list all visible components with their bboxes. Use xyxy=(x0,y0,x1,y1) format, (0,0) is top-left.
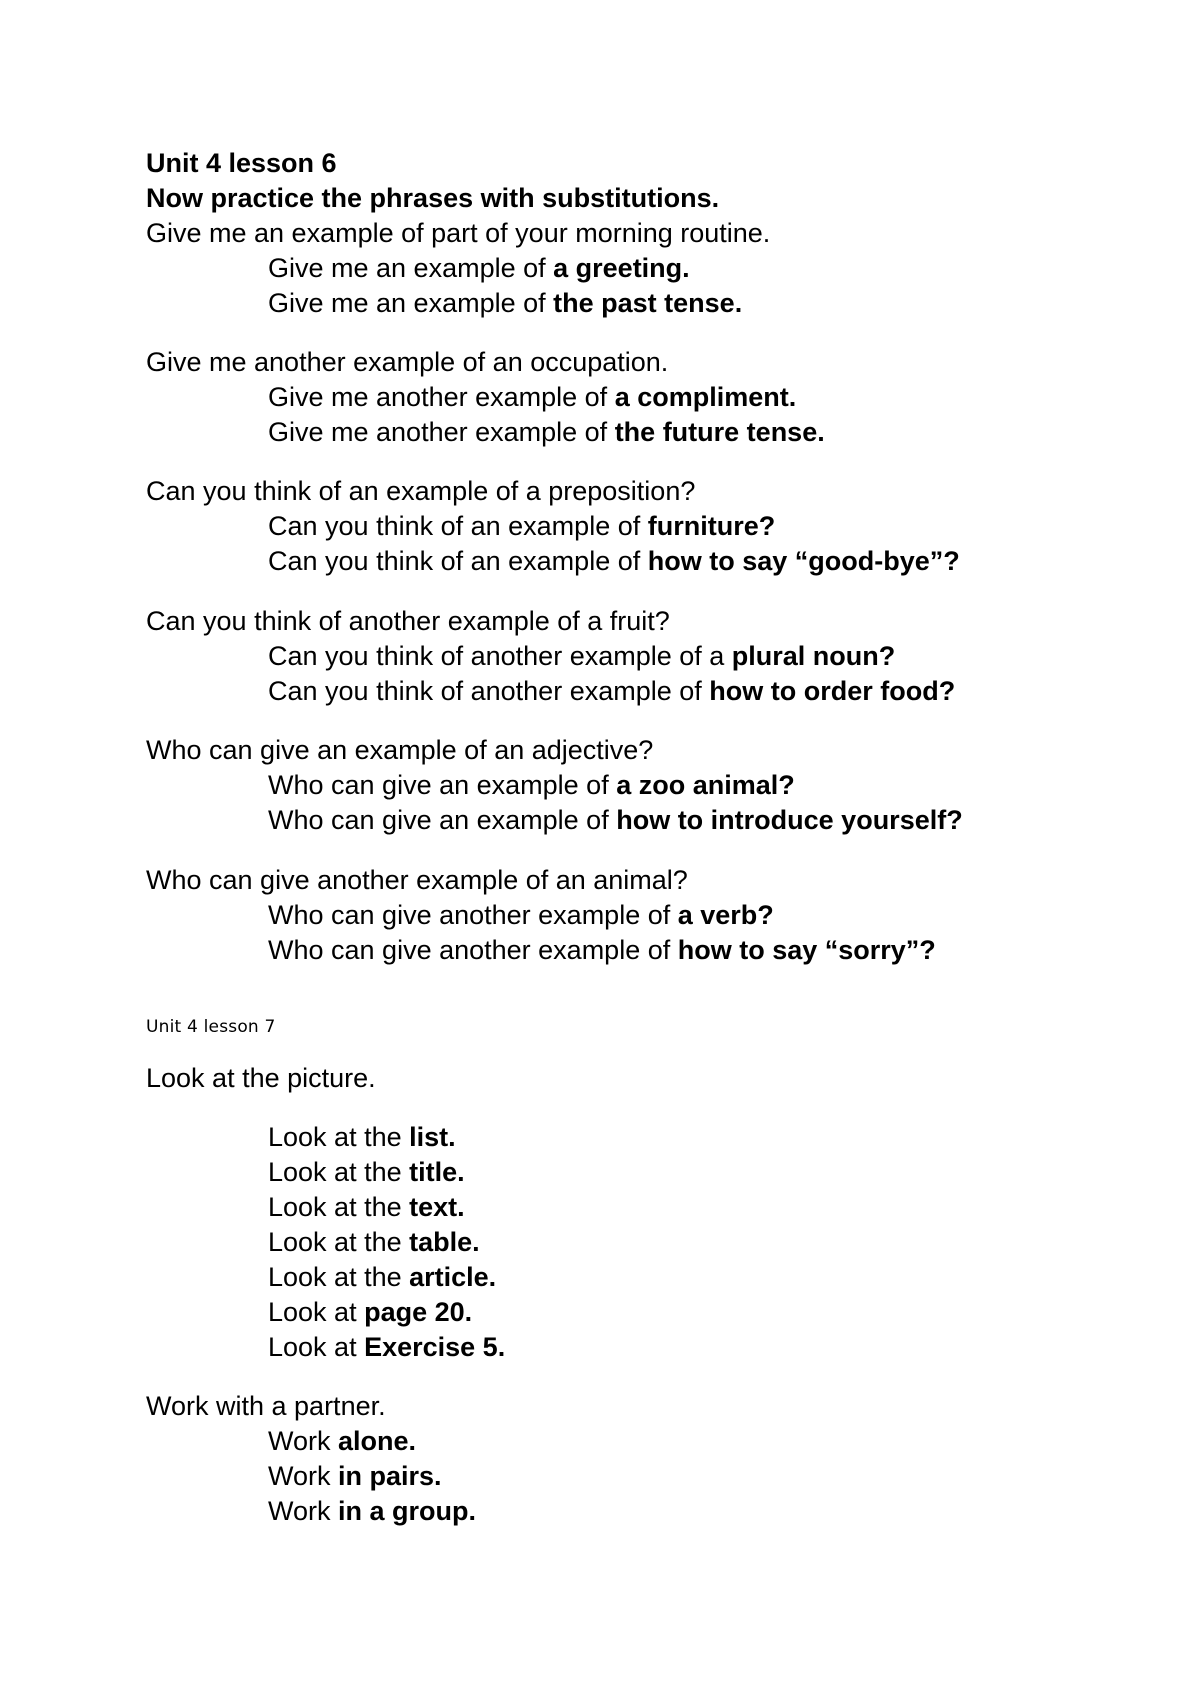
phrase-sub-bold: a greeting. xyxy=(553,253,690,283)
phrase-sub-prefix: Who can give another example of xyxy=(268,900,678,930)
phrase-sub-bold: how to introduce yourself? xyxy=(616,805,963,835)
look-sub-bold: text. xyxy=(409,1192,465,1222)
phrase-sub xyxy=(268,674,955,708)
lesson7-title: Unit 4 lesson 7 xyxy=(146,1017,276,1037)
phrase-sub xyxy=(268,509,775,543)
work-sub-bold: in a group. xyxy=(338,1496,477,1526)
phrase-main: Who can give another example of an animal? xyxy=(146,865,688,895)
phrase-sub-prefix: Give me another example of xyxy=(268,382,615,412)
look-main: Look at the picture. xyxy=(146,1063,376,1093)
look-sub xyxy=(268,1260,496,1294)
work-sub-bold: alone. xyxy=(338,1426,417,1456)
work-sub-prefix: Work xyxy=(268,1426,339,1456)
look-sub-bold: page 20. xyxy=(364,1297,473,1327)
lesson6-title: Unit 4 lesson 6 xyxy=(146,148,337,178)
work-sub-prefix: Work xyxy=(268,1496,339,1526)
look-sub xyxy=(268,1190,465,1224)
lesson6-instruction: Now practice the phrases with substitutions. xyxy=(146,183,720,213)
phrase-sub-bold: furniture? xyxy=(647,511,776,541)
phrase-sub-bold: a compliment. xyxy=(614,382,797,412)
look-sub xyxy=(268,1295,472,1329)
phrase-sub-bold: a zoo animal? xyxy=(616,770,795,800)
work-sub-prefix: Work xyxy=(268,1461,339,1491)
look-sub xyxy=(268,1330,505,1364)
phrase-sub-prefix: Who can give another example of xyxy=(268,935,678,965)
phrase-sub xyxy=(268,380,796,414)
phrase-sub-bold: the past tense. xyxy=(553,288,743,318)
look-sub xyxy=(268,1225,480,1259)
phrase-sub-prefix: Give me another example of xyxy=(268,417,615,447)
phrase-sub xyxy=(268,286,742,320)
phrase-sub-prefix: Can you think of another example of a xyxy=(268,641,732,671)
phrase-sub xyxy=(268,768,795,802)
phrase-sub-bold: plural noun? xyxy=(731,641,896,671)
phrase-sub xyxy=(268,544,960,578)
look-sub-prefix: Look at the xyxy=(268,1157,410,1187)
phrase-sub-prefix: Who can give an example of xyxy=(268,770,617,800)
phrase-sub xyxy=(268,415,825,449)
phrase-sub-prefix: Who can give an example of xyxy=(268,805,617,835)
work-main: Work with a partner. xyxy=(146,1391,386,1421)
phrase-sub-bold: how to say “sorry”? xyxy=(677,935,936,965)
phrase-sub xyxy=(268,639,895,673)
work-sub xyxy=(268,1494,476,1528)
phrase-sub-bold: the future tense. xyxy=(614,417,825,447)
work-sub-bold: in pairs. xyxy=(338,1461,442,1491)
phrase-sub-prefix: Can you think of an example of xyxy=(268,546,648,576)
look-sub-bold: Exercise 5. xyxy=(364,1332,506,1362)
look-sub-prefix: Look at the xyxy=(268,1262,410,1292)
look-sub-prefix: Look at the xyxy=(268,1192,410,1222)
look-sub-prefix: Look at xyxy=(268,1332,365,1362)
phrase-main: Give me another example of an occupation. xyxy=(146,347,669,377)
phrase-sub-prefix: Can you think of another example of xyxy=(268,676,710,706)
phrase-sub-prefix: Give me an example of xyxy=(268,288,554,318)
look-sub xyxy=(268,1155,465,1189)
phrase-sub-bold: how to order food? xyxy=(709,676,956,706)
look-sub-prefix: Look at xyxy=(268,1297,365,1327)
look-sub-prefix: Look at the xyxy=(268,1122,410,1152)
phrase-main: Can you think of an example of a preposition? xyxy=(146,476,696,506)
phrase-sub-bold: a verb? xyxy=(677,900,774,930)
phrase-main: Who can give an example of an adjective? xyxy=(146,735,654,765)
look-sub-bold: title. xyxy=(409,1157,465,1187)
phrase-main: Can you think of another example of a fruit? xyxy=(146,606,670,636)
work-sub xyxy=(268,1424,416,1458)
phrase-main: Give me an example of part of your morning routine. xyxy=(146,218,771,248)
look-sub xyxy=(268,1120,456,1154)
look-sub-bold: list. xyxy=(409,1122,456,1152)
phrase-sub-prefix: Give me an example of xyxy=(268,253,554,283)
phrase-sub xyxy=(268,898,774,932)
phrase-sub xyxy=(268,933,936,967)
phrase-sub-prefix: Can you think of an example of xyxy=(268,511,648,541)
phrase-sub-bold: how to say “good-bye”? xyxy=(647,546,960,576)
phrase-sub xyxy=(268,803,963,837)
look-sub-prefix: Look at the xyxy=(268,1227,410,1257)
work-sub xyxy=(268,1459,442,1493)
look-sub-bold: table. xyxy=(409,1227,480,1257)
phrase-sub xyxy=(268,251,690,285)
look-sub-bold: article. xyxy=(409,1262,497,1292)
